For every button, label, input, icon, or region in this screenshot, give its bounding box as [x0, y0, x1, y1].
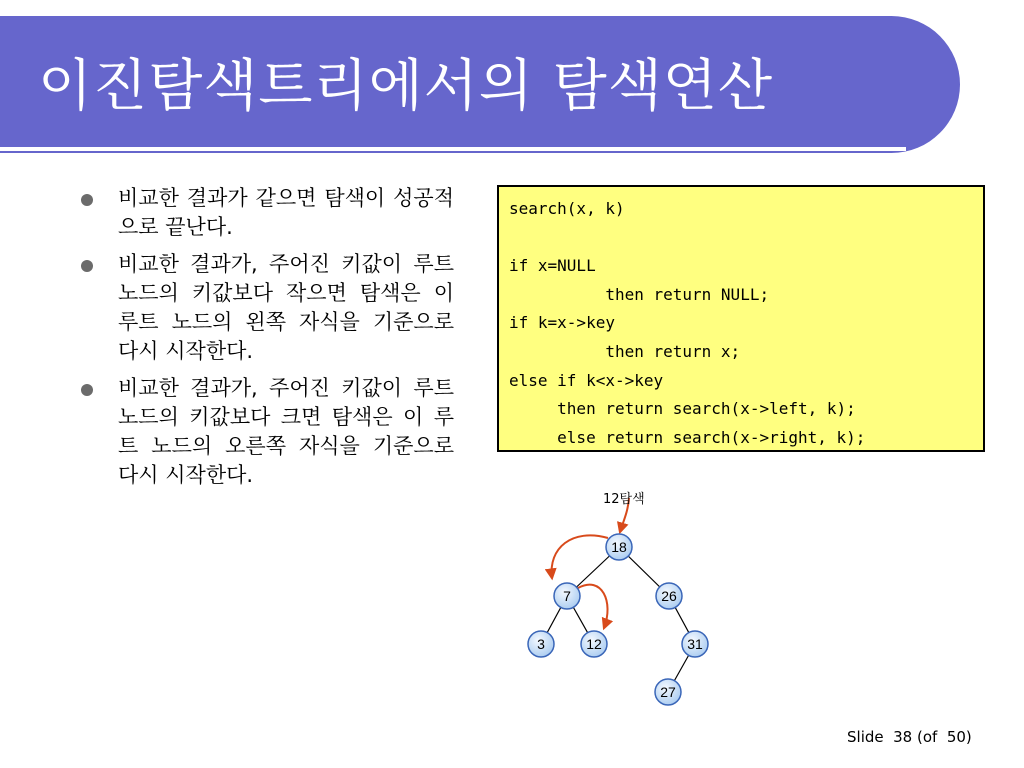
tree-node [528, 631, 554, 657]
code-line: else if k<x->key [509, 370, 664, 390]
node-label: 12 [586, 636, 602, 652]
node-label: 7 [563, 588, 571, 604]
search-path-arrow [578, 585, 608, 628]
code-line: then return x; [509, 341, 741, 361]
tree-node [682, 631, 708, 657]
search-path-arrow [552, 535, 608, 578]
code-line: if x=NULL [509, 256, 596, 276]
tree-node [606, 534, 632, 560]
code-line: search(x, k) [509, 199, 625, 218]
bullet-text: 비교한 결과가, 주어진 키값이 루트 노드의 키값보다 크면 탐색은 이 루트 노드의 오른쪽 자식을 기준으로 다시 시작한다. [118, 376, 454, 487]
bullet-text: 비교한 결과가, 주어진 키값이 루트 노드의 키값보다 작으면 탐색은 이 루트 노드의 왼쪽 자식을 기준으로 다시 시작한다. [118, 252, 454, 363]
tree-node [554, 583, 580, 609]
tree-edges [541, 547, 695, 692]
code-line: then return search(x->left, k); [509, 399, 856, 419]
tree-node [656, 583, 682, 609]
slide-title: 이진탐색트리에서의 탐색연산 [38, 54, 774, 119]
bullet-text: 비교한 결과가 같으면 탐색이 성공적으로 끝난다. [118, 186, 454, 239]
node-label: 3 [537, 636, 545, 652]
code-line: if k=x->key [509, 313, 615, 333]
tree-node [581, 631, 607, 657]
tree-node [655, 679, 681, 705]
code-line: then return NULL; [509, 284, 770, 304]
node-label: 18 [611, 539, 627, 555]
slide-counter: Slide 38 (of 50) [847, 728, 972, 746]
search-label: 12탐색 [603, 492, 645, 507]
node-label: 31 [687, 636, 703, 652]
node-label: 27 [660, 684, 676, 700]
code-line: else return search(x->right, k); [509, 427, 866, 447]
node-label: 26 [661, 588, 677, 604]
